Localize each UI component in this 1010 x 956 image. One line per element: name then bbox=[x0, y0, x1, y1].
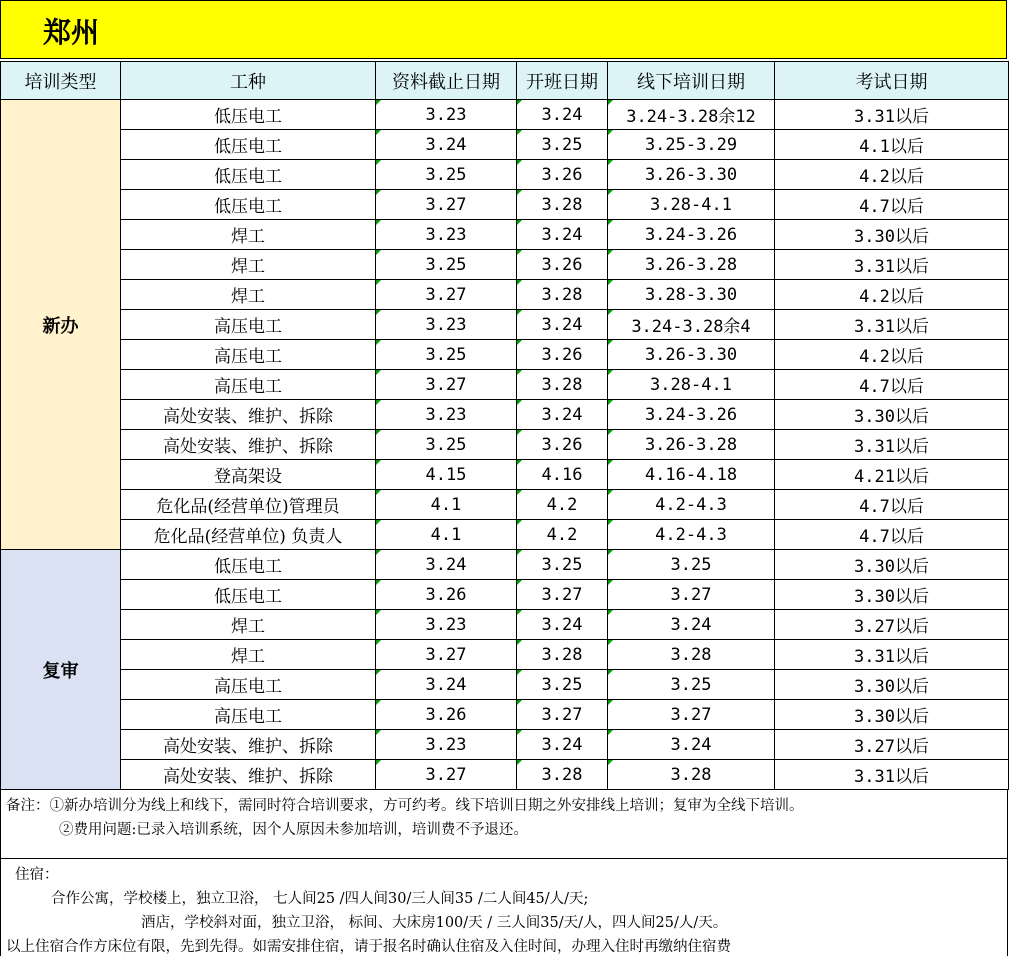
table-row bbox=[1, 430, 1009, 460]
start-date-cell: 3.24 bbox=[517, 310, 608, 340]
job-cell: 低压电工 bbox=[121, 550, 376, 580]
job-cell: 焊工 bbox=[121, 280, 376, 310]
header-category: 培训类型 bbox=[1, 62, 121, 100]
deadline-cell: 3.27 bbox=[376, 370, 517, 400]
title-bar bbox=[0, 0, 1007, 59]
start-date-cell: 3.28 bbox=[517, 280, 608, 310]
category-new: 新办 bbox=[1, 100, 121, 550]
table-row bbox=[1, 760, 1009, 790]
deadline-cell: 3.24 bbox=[376, 670, 517, 700]
deadline-cell: 3.27 bbox=[376, 760, 517, 790]
note-line-2: ②费用问题:已录入培训系统，因个人原因未参加培训，培训费不予退还。 bbox=[59, 822, 528, 838]
deadline-cell: 3.27 bbox=[376, 190, 517, 220]
deadline-cell: 3.25 bbox=[376, 250, 517, 280]
deadline-cell: 3.23 bbox=[376, 100, 517, 130]
start-date-cell: 4.2 bbox=[517, 520, 608, 550]
offline-dates-cell: 3.26-3.30 bbox=[608, 160, 775, 190]
job-cell: 低压电工 bbox=[121, 580, 376, 610]
deadline-cell: 4.1 bbox=[376, 490, 517, 520]
offline-dates-cell: 3.24-3.26 bbox=[608, 220, 775, 250]
job-cell: 焊工 bbox=[121, 220, 376, 250]
offline-dates-cell: 3.25 bbox=[608, 550, 775, 580]
exam-date-cell: 4.2以后 bbox=[775, 280, 1009, 310]
deadline-cell: 3.23 bbox=[376, 730, 517, 760]
exam-date-cell: 3.27以后 bbox=[775, 610, 1009, 640]
exam-date-cell: 3.31以后 bbox=[775, 640, 1009, 670]
start-date-cell: 3.24 bbox=[517, 400, 608, 430]
offline-dates-cell: 3.24 bbox=[608, 730, 775, 760]
deadline-cell: 4.1 bbox=[376, 520, 517, 550]
deadline-cell: 3.23 bbox=[376, 400, 517, 430]
table-row bbox=[1, 670, 1009, 700]
offline-dates-cell: 3.24-3.26 bbox=[608, 400, 775, 430]
table-row bbox=[1, 610, 1009, 640]
job-cell: 低压电工 bbox=[121, 130, 376, 160]
job-cell: 高处安装、维护、拆除 bbox=[121, 400, 376, 430]
deadline-cell: 3.23 bbox=[376, 610, 517, 640]
start-date-cell: 3.27 bbox=[517, 580, 608, 610]
table-row bbox=[1, 580, 1009, 610]
job-cell: 高压电工 bbox=[121, 310, 376, 340]
deadline-cell: 4.15 bbox=[376, 460, 517, 490]
exam-date-cell: 4.7以后 bbox=[775, 370, 1009, 400]
start-date-cell: 3.24 bbox=[517, 220, 608, 250]
exam-date-cell: 4.2以后 bbox=[775, 340, 1009, 370]
job-cell: 低压电工 bbox=[121, 190, 376, 220]
exam-date-cell: 3.30以后 bbox=[775, 670, 1009, 700]
offline-dates-cell: 4.16-4.18 bbox=[608, 460, 775, 490]
offline-dates-cell: 3.28-3.30 bbox=[608, 280, 775, 310]
start-date-cell: 3.24 bbox=[517, 100, 608, 130]
start-date-cell: 3.28 bbox=[517, 760, 608, 790]
job-cell: 低压电工 bbox=[121, 160, 376, 190]
start-date-cell: 3.24 bbox=[517, 610, 608, 640]
deadline-cell: 3.24 bbox=[376, 130, 517, 160]
note-line-1: 备注：①新办培训分为线上和线下，需同时符合培训要求，方可约考。线下培训日期之外安排线上培训；复审为全线下培训。 bbox=[6, 798, 804, 814]
start-date-cell: 3.28 bbox=[517, 370, 608, 400]
lodging-hotel: 酒店，学校斜对面，独立卫浴， 标间、大床房100/天 / 三人间35/天/人，四人间25/人/天。 bbox=[141, 915, 728, 931]
deadline-cell: 3.25 bbox=[376, 340, 517, 370]
job-cell: 高压电工 bbox=[121, 700, 376, 730]
deadline-cell: 3.23 bbox=[376, 310, 517, 340]
job-cell: 危化品(经营单位)管理员 bbox=[121, 490, 376, 520]
start-date-cell: 3.24 bbox=[517, 730, 608, 760]
offline-dates-cell: 3.25-3.29 bbox=[608, 130, 775, 160]
offline-dates-cell: 3.24 bbox=[608, 610, 775, 640]
exam-date-cell: 4.21以后 bbox=[775, 460, 1009, 490]
exam-date-cell: 3.27以后 bbox=[775, 730, 1009, 760]
header-offline-dates: 线下培训日期 bbox=[608, 62, 775, 100]
offline-dates-cell: 3.28 bbox=[608, 640, 775, 670]
offline-dates-cell: 3.27 bbox=[608, 700, 775, 730]
offline-dates-cell: 3.24-3.28余4 bbox=[608, 310, 775, 340]
deadline-cell: 3.25 bbox=[376, 160, 517, 190]
job-cell: 登高架设 bbox=[121, 460, 376, 490]
deadline-cell: 3.25 bbox=[376, 430, 517, 460]
exam-date-cell: 3.30以后 bbox=[775, 220, 1009, 250]
table-row bbox=[1, 730, 1009, 760]
deadline-cell: 3.26 bbox=[376, 580, 517, 610]
header-deadline: 资料截止日期 bbox=[376, 62, 517, 100]
offline-dates-cell: 3.28 bbox=[608, 760, 775, 790]
offline-dates-cell: 3.26-3.30 bbox=[608, 340, 775, 370]
start-date-cell: 3.26 bbox=[517, 250, 608, 280]
offline-dates-cell: 3.27 bbox=[608, 580, 775, 610]
schedule-table bbox=[0, 61, 1009, 790]
exam-date-cell: 3.31以后 bbox=[775, 430, 1009, 460]
exam-date-cell: 3.31以后 bbox=[775, 100, 1009, 130]
exam-date-cell: 4.1以后 bbox=[775, 130, 1009, 160]
table-row bbox=[1, 340, 1009, 370]
start-date-cell: 3.28 bbox=[517, 640, 608, 670]
start-date-cell: 3.26 bbox=[517, 430, 608, 460]
start-date-cell: 3.25 bbox=[517, 670, 608, 700]
deadline-cell: 3.27 bbox=[376, 640, 517, 670]
table-header-row bbox=[1, 62, 1009, 100]
page-title: 郑州 bbox=[43, 16, 100, 49]
notes-box bbox=[0, 789, 1008, 859]
table-row bbox=[1, 370, 1009, 400]
start-date-cell: 3.26 bbox=[517, 160, 608, 190]
exam-date-cell: 3.31以后 bbox=[775, 760, 1009, 790]
start-date-cell: 3.25 bbox=[517, 130, 608, 160]
job-cell: 危化品(经营单位) 负责人 bbox=[121, 520, 376, 550]
start-date-cell: 4.16 bbox=[517, 460, 608, 490]
table-row bbox=[1, 640, 1009, 670]
start-date-cell: 3.26 bbox=[517, 340, 608, 370]
job-cell: 低压电工 bbox=[121, 100, 376, 130]
job-cell: 高处安装、维护、拆除 bbox=[121, 430, 376, 460]
job-cell: 焊工 bbox=[121, 610, 376, 640]
exam-date-cell: 3.30以后 bbox=[775, 400, 1009, 430]
exam-date-cell: 3.30以后 bbox=[775, 550, 1009, 580]
header-job: 工种 bbox=[121, 62, 376, 100]
table-row bbox=[1, 460, 1009, 490]
offline-dates-cell: 3.26-3.28 bbox=[608, 430, 775, 460]
start-date-cell: 3.25 bbox=[517, 550, 608, 580]
deadline-cell: 3.23 bbox=[376, 220, 517, 250]
table-body bbox=[1, 100, 1009, 790]
table-row bbox=[1, 520, 1009, 550]
table-row bbox=[1, 160, 1009, 190]
table-row bbox=[1, 400, 1009, 430]
job-cell: 高压电工 bbox=[121, 370, 376, 400]
exam-date-cell: 3.31以后 bbox=[775, 310, 1009, 340]
header-exam-date: 考试日期 bbox=[775, 62, 1009, 100]
exam-date-cell: 3.30以后 bbox=[775, 700, 1009, 730]
job-cell: 高压电工 bbox=[121, 340, 376, 370]
table-row bbox=[1, 190, 1009, 220]
job-cell: 高压电工 bbox=[121, 670, 376, 700]
offline-dates-cell: 3.28-4.1 bbox=[608, 190, 775, 220]
deadline-cell: 3.26 bbox=[376, 700, 517, 730]
start-date-cell: 3.28 bbox=[517, 190, 608, 220]
exam-date-cell: 4.2以后 bbox=[775, 160, 1009, 190]
lodging-heading: 住宿： bbox=[15, 867, 59, 883]
exam-date-cell: 3.30以后 bbox=[775, 580, 1009, 610]
job-cell: 焊工 bbox=[121, 250, 376, 280]
lodging-box bbox=[0, 859, 1008, 956]
header-start-date: 开班日期 bbox=[517, 62, 608, 100]
job-cell: 焊工 bbox=[121, 640, 376, 670]
exam-date-cell: 4.7以后 bbox=[775, 490, 1009, 520]
offline-dates-cell: 4.2-4.3 bbox=[608, 490, 775, 520]
table-row bbox=[1, 280, 1009, 310]
start-date-cell: 4.2 bbox=[517, 490, 608, 520]
table-row bbox=[1, 220, 1009, 250]
offline-dates-cell: 4.2-4.3 bbox=[608, 520, 775, 550]
offline-dates-cell: 3.24-3.28余12 bbox=[608, 100, 775, 130]
exam-date-cell: 4.7以后 bbox=[775, 190, 1009, 220]
lodging-note: 以上住宿合作方床位有限，先到先得。如需安排住宿，请于报名时确认住宿及入住时间，办理入住时再缴纳住宿费 bbox=[6, 939, 731, 955]
offline-dates-cell: 3.28-4.1 bbox=[608, 370, 775, 400]
exam-date-cell: 4.7以后 bbox=[775, 520, 1009, 550]
table-row bbox=[1, 550, 1009, 580]
offline-dates-cell: 3.26-3.28 bbox=[608, 250, 775, 280]
table-row bbox=[1, 490, 1009, 520]
category-renew: 复审 bbox=[1, 550, 121, 790]
lodging-apartment: 合作公寓，学校楼上，独立卫浴， 七人间25 /四人间30/三人间35 /二人间45/人/天; bbox=[51, 891, 589, 907]
job-cell: 高处安装、维护、拆除 bbox=[121, 760, 376, 790]
offline-dates-cell: 3.25 bbox=[608, 670, 775, 700]
job-cell: 高处安装、维护、拆除 bbox=[121, 730, 376, 760]
deadline-cell: 3.24 bbox=[376, 550, 517, 580]
table-row bbox=[1, 700, 1009, 730]
exam-date-cell: 3.31以后 bbox=[775, 250, 1009, 280]
table-row bbox=[1, 100, 1009, 130]
table-row bbox=[1, 310, 1009, 340]
table-row bbox=[1, 250, 1009, 280]
deadline-cell: 3.27 bbox=[376, 280, 517, 310]
table-row bbox=[1, 130, 1009, 160]
start-date-cell: 3.27 bbox=[517, 700, 608, 730]
